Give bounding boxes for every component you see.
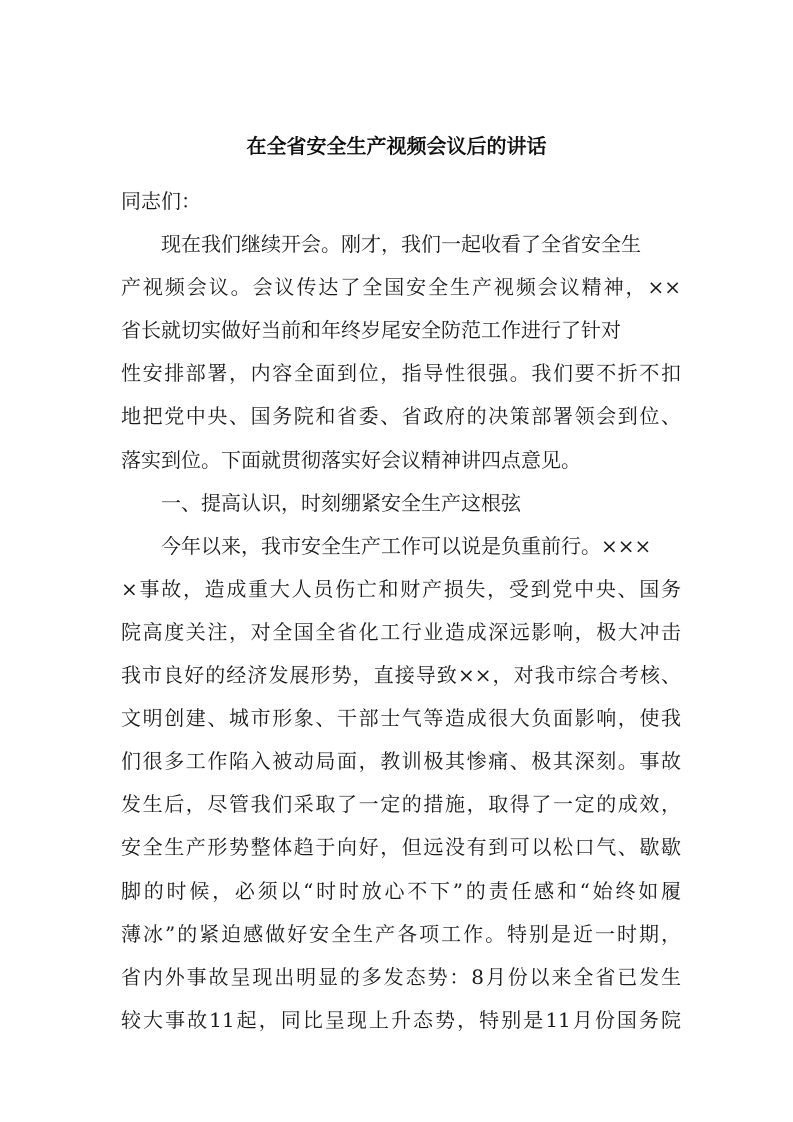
text-line: 脚的时候，必须以“时时放心不下”的责任感和“始终如履 bbox=[121, 878, 681, 903]
section-heading: 一、提高认识，时刻绷紧安全生产这根弦 bbox=[161, 490, 521, 515]
text-line: 省长就切实做好当前和年终岁尾安全防范工作进行了针对 bbox=[121, 318, 621, 343]
text-line: 发生后，尽管我们采取了一定的措施，取得了一定的成效， bbox=[121, 792, 681, 817]
salutation: 同志们： bbox=[121, 189, 201, 213]
text-line: 产视频会议。会议传达了全国安全生产视频会议精神，×× bbox=[121, 275, 681, 300]
section-heading-1 bbox=[121, 482, 681, 525]
text-line: ×事故，造成重大人员伤亡和财产损失，受到党中央、国务 bbox=[121, 576, 681, 601]
text-line: 安全生产形势整体趋于向好，但远没有到可以松口气、歇歇 bbox=[121, 835, 681, 860]
document-body bbox=[121, 180, 681, 1042]
text-line: 落实到位。下面就贯彻落实好会议精神讲四点意见。 bbox=[121, 447, 581, 472]
text-line: 们很多工作陷入被动局面，教训极其惨痛、极其深刻。事故 bbox=[121, 749, 681, 774]
text-line: 薄冰”的紧迫感做好安全生产各项工作。特别是近一时期， bbox=[121, 921, 681, 946]
text-line: 我市良好的经济发展形势，直接导致××，对我市综合考核、 bbox=[121, 663, 681, 688]
text-line: 地把党中央、国务院和省委、省政府的决策部署领会到位、 bbox=[121, 404, 681, 429]
text-line: 今年以来，我市安全生产工作可以说是负重前行。××× bbox=[161, 533, 652, 558]
paragraph-intro bbox=[121, 223, 681, 482]
text-line: 较大事故11起，同比呈现上升态势，特别是11月份国务院 bbox=[121, 1007, 681, 1032]
text-line: 省内外事故呈现出明显的多发态势：8月份以来全省已发生 bbox=[121, 964, 681, 989]
text-line: 现在我们继续开会。刚才，我们一起收看了全省安全生 bbox=[161, 232, 641, 257]
text-line: 性安排部署，内容全面到位，指导性很强。我们要不折不扣 bbox=[121, 361, 681, 386]
text-line: 文明创建、城市形象、干部士气等造成很大负面影响，使我 bbox=[121, 706, 681, 731]
paragraph-section-1 bbox=[121, 525, 681, 1042]
document-title: 在全省安全生产视频会议后的讲话 bbox=[246, 134, 547, 158]
text-line: 院高度关注，对全国全省化工行业造成深远影响，极大冲击 bbox=[121, 619, 681, 644]
